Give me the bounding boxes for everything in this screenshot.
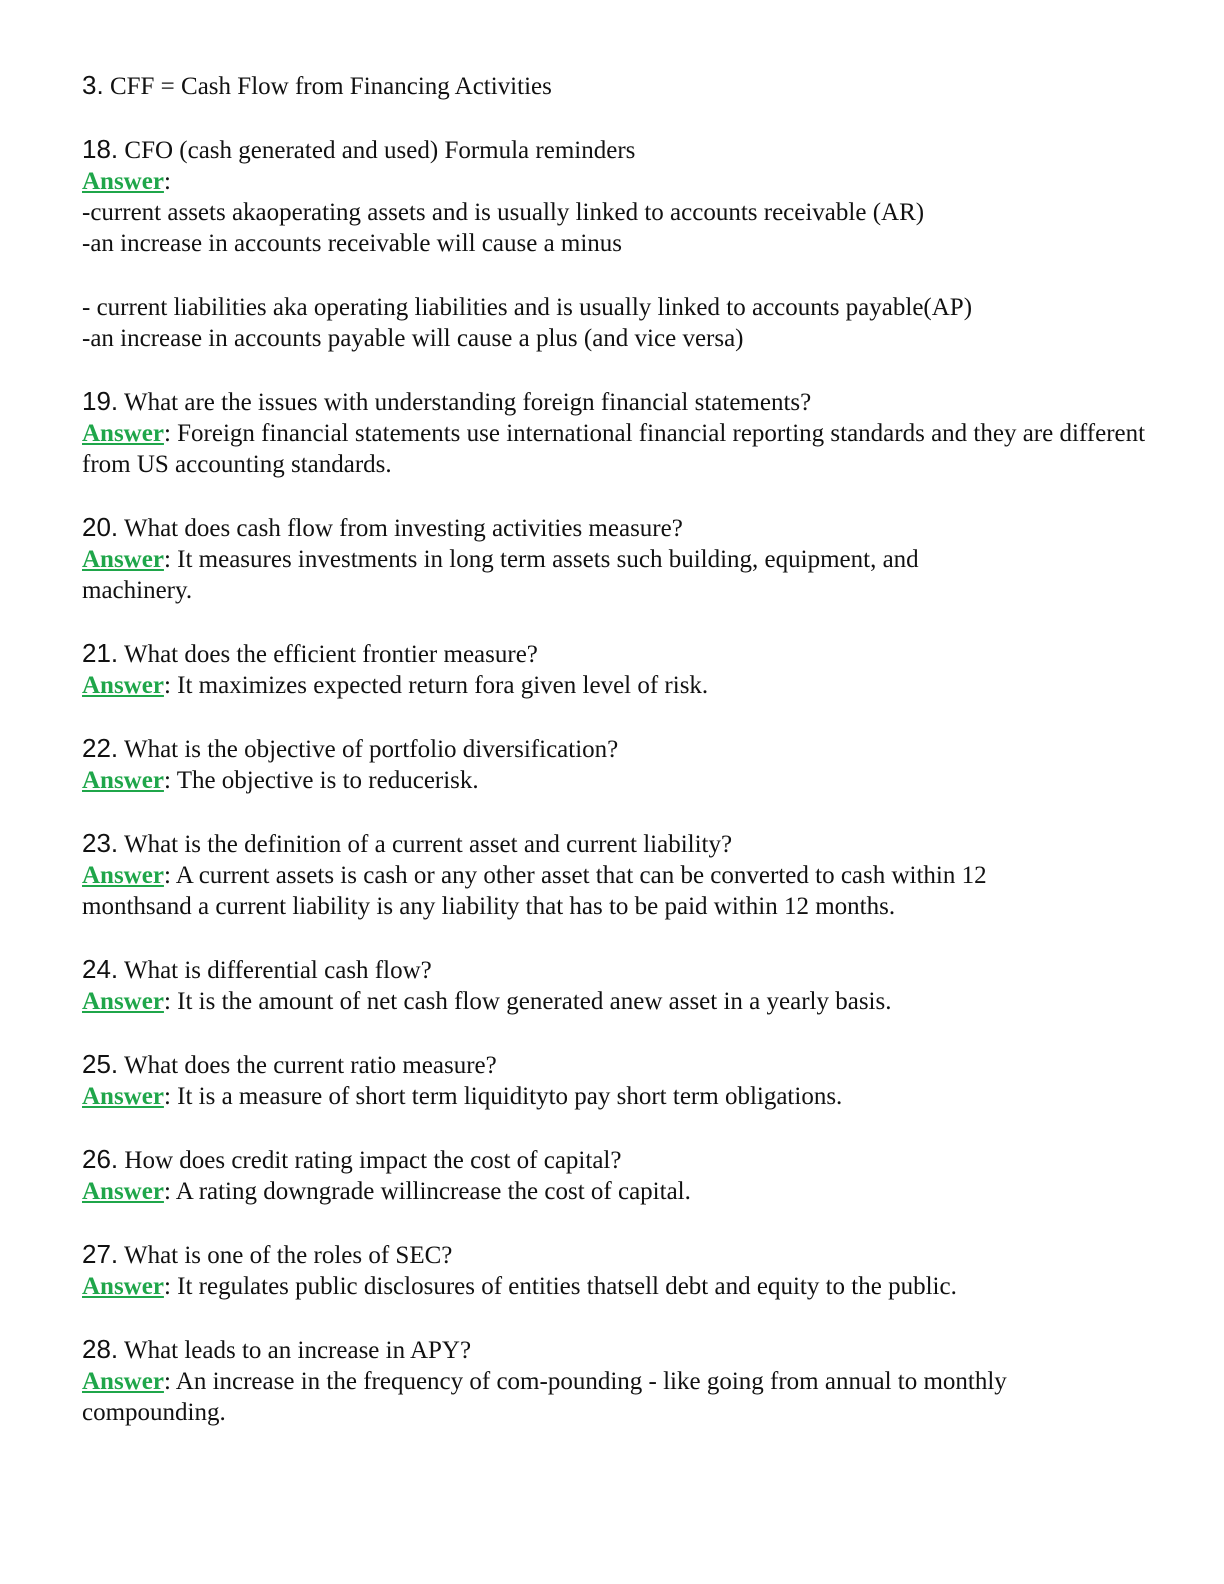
qa-item-26 (82, 1144, 1162, 1207)
question-line: 25. What does the current ratio measure? (82, 1049, 497, 1079)
answer-text: It is the amount of net cash flow generated anew asset in a yearly basis. (177, 988, 892, 1015)
document-page (82, 70, 1162, 1460)
question-text: What does the efficient frontier measure? (123, 641, 538, 668)
question-number: 21 (82, 638, 111, 668)
answer-label: Answer (82, 767, 164, 794)
answer-line: Answer: Foreign financial statements use international financial reporting standards and they are different from US accounting standards. (82, 420, 1146, 478)
answer-label: Answer (82, 1178, 164, 1205)
question-text: How does credit rating impact the cost of capital? (124, 1147, 622, 1174)
question-text: What is differential cash flow? (123, 957, 432, 984)
question-number: 22 (82, 733, 111, 763)
question-number: 19 (82, 386, 111, 416)
qa-item-24 (82, 954, 1162, 1017)
answer-line: Answer: It regulates public disclosures of entities thatsell debt and equity to the public. (82, 1273, 957, 1300)
question-line: 3. CFF = Cash Flow from Financing Activities (82, 70, 552, 100)
answer-label: Answer (82, 1083, 164, 1110)
answer-label: Answer (82, 672, 164, 699)
answer-text: It regulates public disclosures of entities thatsell debt and equity to the public. (177, 1273, 957, 1300)
question-number: 27 (82, 1239, 111, 1269)
question-number: 23 (82, 828, 111, 858)
qa-item-25 (82, 1049, 1162, 1112)
qa-item-3 (82, 70, 1162, 102)
question-number: 25 (82, 1049, 111, 1079)
question-number: 3 (82, 70, 97, 100)
answer-line: Answer: It is a measure of short term liquidityto pay short term obligations. (82, 1083, 843, 1110)
question-text: What leads to an increase in APY? (123, 1337, 472, 1364)
answer-text: The objective is to reducerisk. (176, 767, 479, 794)
answer-line: Answer: A rating downgrade willincrease the cost of capital. (82, 1178, 691, 1205)
qa-item-20 (82, 512, 1162, 606)
question-text: What does cash flow from investing activities measure? (123, 515, 683, 542)
question-line: 26. How does credit rating impact the cost of capital? (82, 1144, 622, 1174)
answer-bullet: -an increase in accounts payable will cause a plus (and vice versa) (82, 325, 744, 352)
question-text: What is the definition of a current asset and current liability? (123, 831, 733, 858)
qa-item-22 (82, 733, 1162, 796)
answer-bullet: -current assets akaoperating assets and is usually linked to accounts receivable (AR) (82, 199, 925, 226)
answer-bullet: -an increase in accounts receivable will cause a minus (82, 230, 623, 257)
answer-text: It is a measure of short term liquidityto pay short term obligations. (177, 1083, 843, 1110)
answer-label: Answer (82, 168, 164, 195)
question-number: 24 (82, 954, 111, 984)
question-text: CFO (cash generated and used) Formula reminders (124, 137, 636, 164)
qa-item-18 (82, 134, 1162, 354)
question-text: What is one of the roles of SEC? (123, 1242, 453, 1269)
question-line: 21. What does the efficient frontier measure? (82, 638, 538, 668)
answer-line: Answer: It measures investments in long term assets such building, equipment, and machinery. (82, 546, 919, 604)
answer-label: Answer (82, 862, 164, 889)
question-line: 24. What is differential cash flow? (82, 954, 432, 984)
question-line: 22. What is the objective of portfolio diversification? (82, 733, 619, 763)
qa-item-19 (82, 386, 1162, 480)
answer-text: It maximizes expected return fora given level of risk. (177, 672, 709, 699)
answer-line: Answer: A current assets is cash or any other asset that can be converted to cash within 12 monthsand a current liability is any liability that has to be paid within 12 months. (82, 862, 987, 920)
answer-text: A current assets is cash or any other asset that can be converted to cash within 12 monthsand a current liability is any liability that has to be paid within 12 months. (82, 862, 987, 920)
question-text: What does the current ratio measure? (123, 1052, 497, 1079)
spacer (82, 259, 1162, 292)
answer-bullet: - current liabilities aka operating liabilities and is usually linked to accounts payable(AP) (82, 294, 973, 321)
question-text: CFF = Cash Flow from Financing Activities (109, 73, 552, 100)
qa-item-28 (82, 1334, 1162, 1428)
question-number: 28 (82, 1334, 111, 1364)
qa-item-27 (82, 1239, 1162, 1302)
answer-line: Answer: The objective is to reducerisk. (82, 767, 479, 794)
answer-label: Answer (82, 546, 164, 573)
answer-line: Answer: It maximizes expected return fora given level of risk. (82, 672, 709, 699)
answer-label: Answer (82, 988, 164, 1015)
answer-line: Answer: An increase in the frequency of com-pounding - like going from annual to monthly compounding. (82, 1368, 1007, 1426)
answer-label: Answer (82, 1273, 164, 1300)
question-line: 27. What is one of the roles of SEC? (82, 1239, 453, 1269)
question-line: 20. What does cash flow from investing activities measure? (82, 512, 683, 542)
question-text: What is the objective of portfolio diversification? (123, 736, 619, 763)
answer-text: Foreign financial statements use international financial reporting standards and they are different from US accounting standards. (82, 420, 1146, 478)
answer-text: An increase in the frequency of com-pounding - like going from annual to monthly compounding. (82, 1368, 1007, 1426)
question-line: 28. What leads to an increase in APY? (82, 1334, 472, 1364)
question-line: 23. What is the definition of a current asset and current liability? (82, 828, 733, 858)
answer-label: Answer (82, 1368, 164, 1395)
question-number: 26 (82, 1144, 111, 1174)
answer-text: It measures investments in long term assets such building, equipment, and machinery. (82, 546, 919, 604)
question-number: 20 (82, 512, 111, 542)
qa-item-21 (82, 638, 1162, 701)
question-text: What are the issues with understanding foreign financial statements? (123, 389, 812, 416)
answer-line: Answer: It is the amount of net cash flow generated anew asset in a yearly basis. (82, 988, 892, 1015)
answer-text: A rating downgrade willincrease the cost of capital. (175, 1178, 691, 1205)
answer-label: Answer (82, 420, 164, 447)
question-line: 19. What are the issues with understanding foreign financial statements? (82, 386, 812, 416)
qa-item-23 (82, 828, 1162, 922)
question-number: 18 (82, 134, 111, 164)
answer-line: Answer: (82, 168, 171, 195)
question-line: 18. CFO (cash generated and used) Formula reminders (82, 134, 636, 164)
